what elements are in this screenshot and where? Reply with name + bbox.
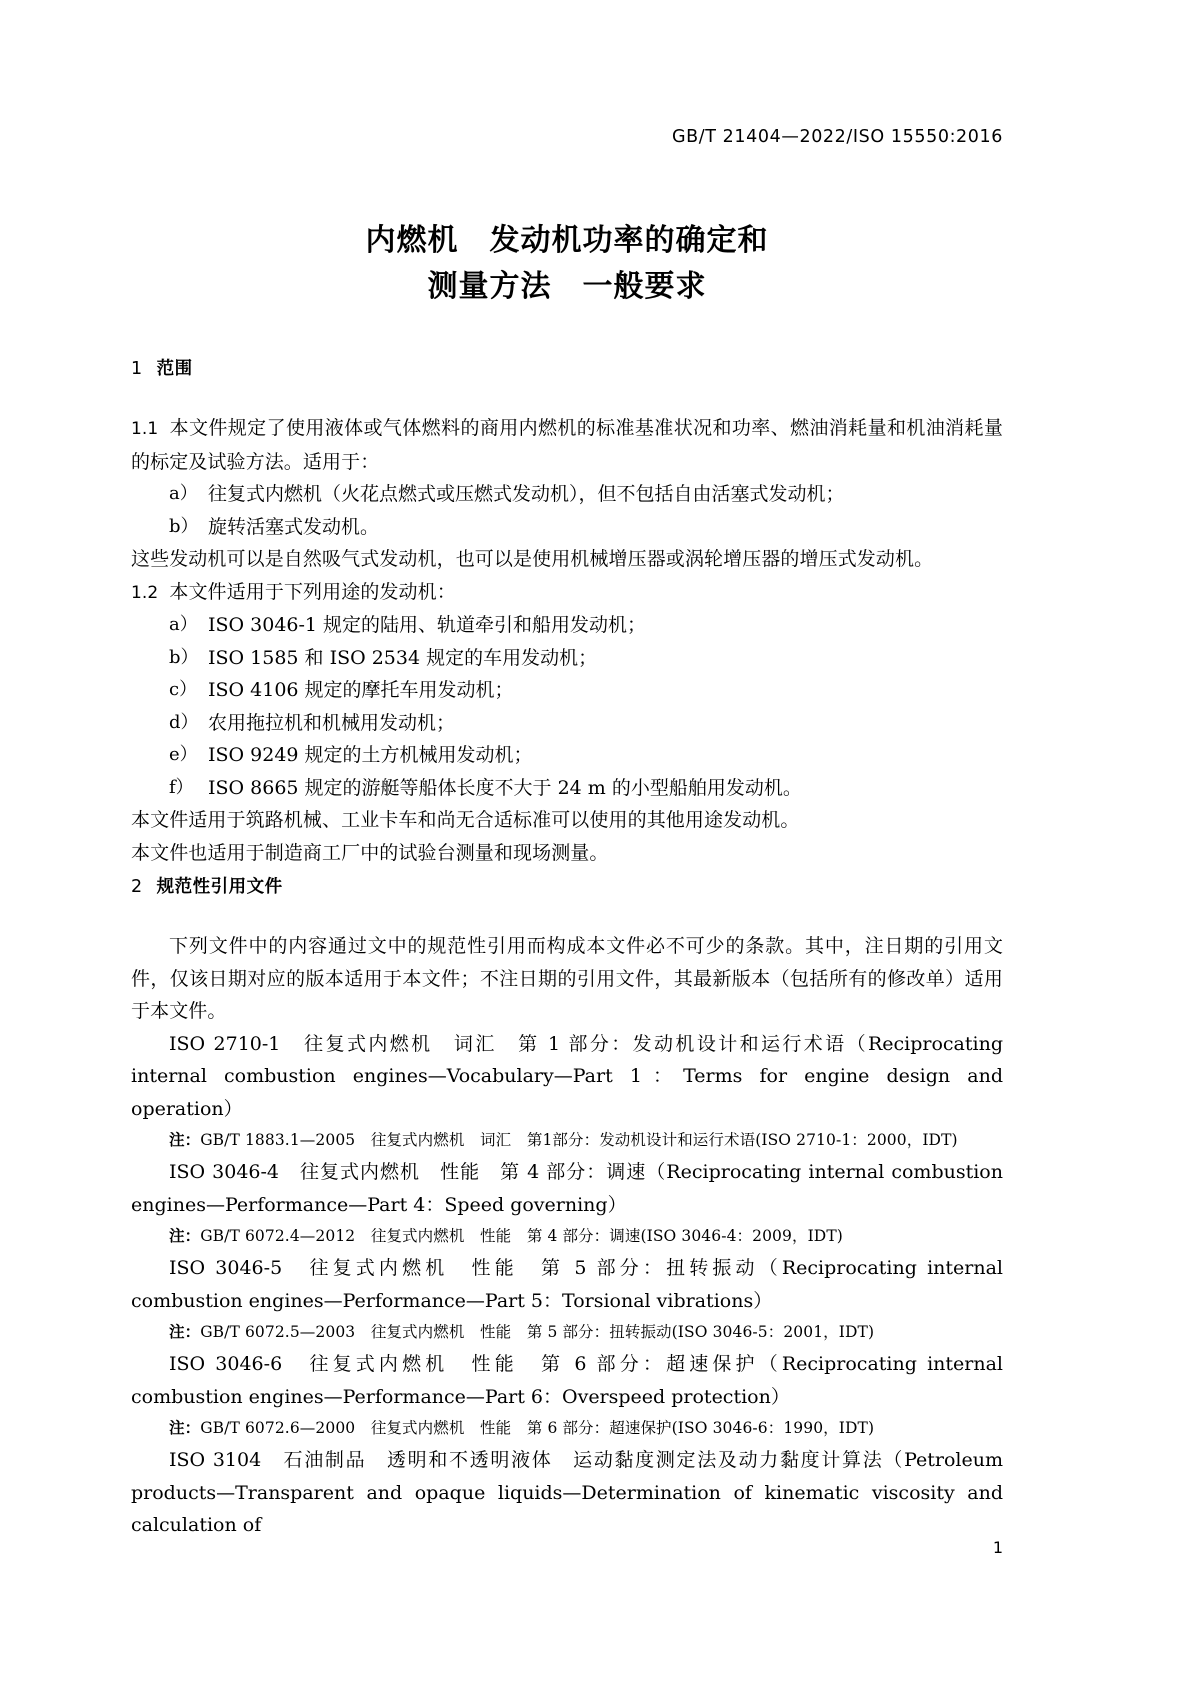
section-1-title: 范围 xyxy=(156,359,193,379)
list-item-text: ISO 8665 规定的游艇等船体长度不大于 24 m 的小型船舶用发动机。 xyxy=(208,776,802,799)
list-item xyxy=(131,739,1003,772)
scope-closing-1 xyxy=(131,804,1003,837)
section-2-heading xyxy=(131,873,1003,898)
list-item xyxy=(131,609,1003,642)
reference-entry-text: ISO 3046-6 往复式内燃机 性能 第 6 部分：超速保护（Reciprocating internal combustion engines—Performance—Part 6：Overspeed protection） xyxy=(131,1353,1003,1408)
clause-1-1-number: 1.1 xyxy=(131,419,159,439)
list-item-text: 旋转活塞式发动机。 xyxy=(208,515,380,538)
reference-note-label: 注： xyxy=(169,1131,201,1149)
list-item-text: ISO 4106 规定的摩托车用发动机； xyxy=(208,679,514,701)
list-marker: a） xyxy=(169,483,198,504)
section-2-heading-block xyxy=(131,873,1003,898)
page-number-value: 1 xyxy=(992,1538,1003,1557)
reference-note-label: 注： xyxy=(169,1227,201,1245)
list-item-text: ISO 1585 和 ISO 2534 规定的车用发动机； xyxy=(208,646,598,669)
list-item xyxy=(131,707,1003,740)
list-marker: b） xyxy=(169,646,199,668)
list-item-text: ISO 9249 规定的土方机械用发动机； xyxy=(208,744,533,766)
clause-1-2 xyxy=(131,576,1003,610)
standard-number: GB/T 21404—2022/ISO 15550:2016 xyxy=(671,127,1003,147)
list-marker: e） xyxy=(169,744,198,765)
clause-1-1 xyxy=(131,412,1003,478)
reference-note xyxy=(131,1221,1003,1252)
running-header xyxy=(131,127,1003,147)
clause-1-1-text: 本文件规定了使用液体或气体燃料的商用内燃机的标准基准状况和功率、燃油消耗量和机油消耗量的标定及试验方法。适用于： xyxy=(131,417,1003,473)
section-1-body xyxy=(131,412,1003,869)
list-item-text: 往复式内燃机（火花点燃式或压燃式发动机），但不包括自由活塞式发动机； xyxy=(208,483,845,505)
list-item xyxy=(131,674,1003,707)
section-2-title: 规范性引用文件 xyxy=(156,877,283,897)
clause-1-2-text: 本文件适用于下列用途的发动机： xyxy=(169,580,456,603)
reference-note xyxy=(131,1125,1003,1156)
list-marker: b） xyxy=(169,515,199,537)
reference-entry-text: ISO 2710-1 往复式内燃机 词汇 第 1 部分：发动机设计和运行术语（Reciprocating internal combustion engines—Vocabulary—Part 1：Terms for engine design and operation） xyxy=(131,1032,1003,1120)
reference-entry xyxy=(131,1444,1003,1542)
list-marker: d） xyxy=(169,711,199,733)
scope-closing-2-text: 本文件也适用于制造商工厂中的试验台测量和现场测量。 xyxy=(131,841,609,864)
page-number xyxy=(131,1538,1003,1557)
list-marker: a） xyxy=(169,614,198,635)
list-item-text: ISO 3046-1 规定的陆用、轨道牵引和船用发动机； xyxy=(208,614,647,636)
clause-1-1-closing-note xyxy=(131,543,1003,576)
scope-closing-1-text: 本文件适用于筑路机械、工业卡车和尚无合适标准可以使用的其他用途发动机。 xyxy=(131,809,800,831)
page-title xyxy=(131,218,1003,310)
reference-entry xyxy=(131,1028,1003,1126)
reference-note-text: GB/T 1883.1—2005 往复式内燃机 词汇 第1部分：发动机设计和运行术语(ISO 2710-1：2000，IDT) xyxy=(200,1131,958,1149)
list-item xyxy=(131,642,1003,675)
list-item xyxy=(131,511,1003,544)
reference-note-text: GB/T 6072.4—2012 往复式内燃机 性能 第 4 部分：调速(ISO 3046-4：2009，IDT) xyxy=(200,1227,843,1245)
list-marker: c） xyxy=(169,679,198,700)
section-1-number: 1 xyxy=(131,359,143,379)
section-2-number: 2 xyxy=(131,877,143,897)
reference-note-text: GB/T 6072.6—2000 往复式内燃机 性能 第 6 部分：超速保护(ISO 3046-6：1990，IDT) xyxy=(200,1419,875,1437)
normative-refs-intro-text: 下列文件中的内容通过文中的规范性引用而构成本文件必不可少的条款。其中，注日期的引用文件，仅该日期对应的版本适用于本文件；不注日期的引用文件，其最新版本（包括所有的修改单）适用于本文件。 xyxy=(131,935,1003,1022)
list-marker: f） xyxy=(169,776,194,798)
reference-note-label: 注： xyxy=(169,1419,201,1437)
reference-note-text: GB/T 6072.5—2003 往复式内燃机 性能 第 5 部分：扭转振动(ISO 3046-5：2001，IDT) xyxy=(200,1323,875,1341)
list-item xyxy=(131,772,1003,805)
clause-1-2-number: 1.2 xyxy=(131,582,159,603)
list-item xyxy=(131,478,1003,511)
section-1-heading xyxy=(131,355,1003,380)
reference-note xyxy=(131,1317,1003,1348)
reference-entry xyxy=(131,1348,1003,1413)
reference-entry-text: ISO 3046-5 往复式内燃机 性能 第 5 部分：扭转振动（Reciprocating internal combustion engines—Performance—Part 5：Torsional vibrations） xyxy=(131,1257,1003,1312)
title-line-1: 内燃机 发动机功率的确定和 xyxy=(365,223,769,258)
normative-refs-intro xyxy=(131,930,1003,1028)
title-line-2: 测量方法 一般要求 xyxy=(427,269,707,304)
reference-entry xyxy=(131,1252,1003,1317)
list-item-text: 农用拖拉机和机械用发动机； xyxy=(208,711,456,734)
reference-entry-text: ISO 3046-4 往复式内燃机 性能 第 4 部分：调速（Reciprocating internal combustion engines—Performance—Part 4：Speed governing） xyxy=(131,1161,1003,1216)
section-1-heading-block xyxy=(131,355,1003,380)
clause-1-1-closing-note-text: 这些发动机可以是自然吸气式发动机，也可以是使用机械增压器或涡轮增压器的增压式发动机。 xyxy=(131,548,934,570)
reference-entry-text: ISO 3104 石油制品 透明和不透明液体 运动黏度测定法及动力黏度计算法（Petroleum products—Transparent and opaque liquids—Determination of kinematic viscosity and calculation of xyxy=(131,1449,1003,1536)
reference-note xyxy=(131,1413,1003,1444)
reference-note-label: 注： xyxy=(169,1323,201,1341)
reference-entry xyxy=(131,1156,1003,1221)
section-2-body xyxy=(131,930,1003,1542)
scope-closing-2 xyxy=(131,837,1003,870)
